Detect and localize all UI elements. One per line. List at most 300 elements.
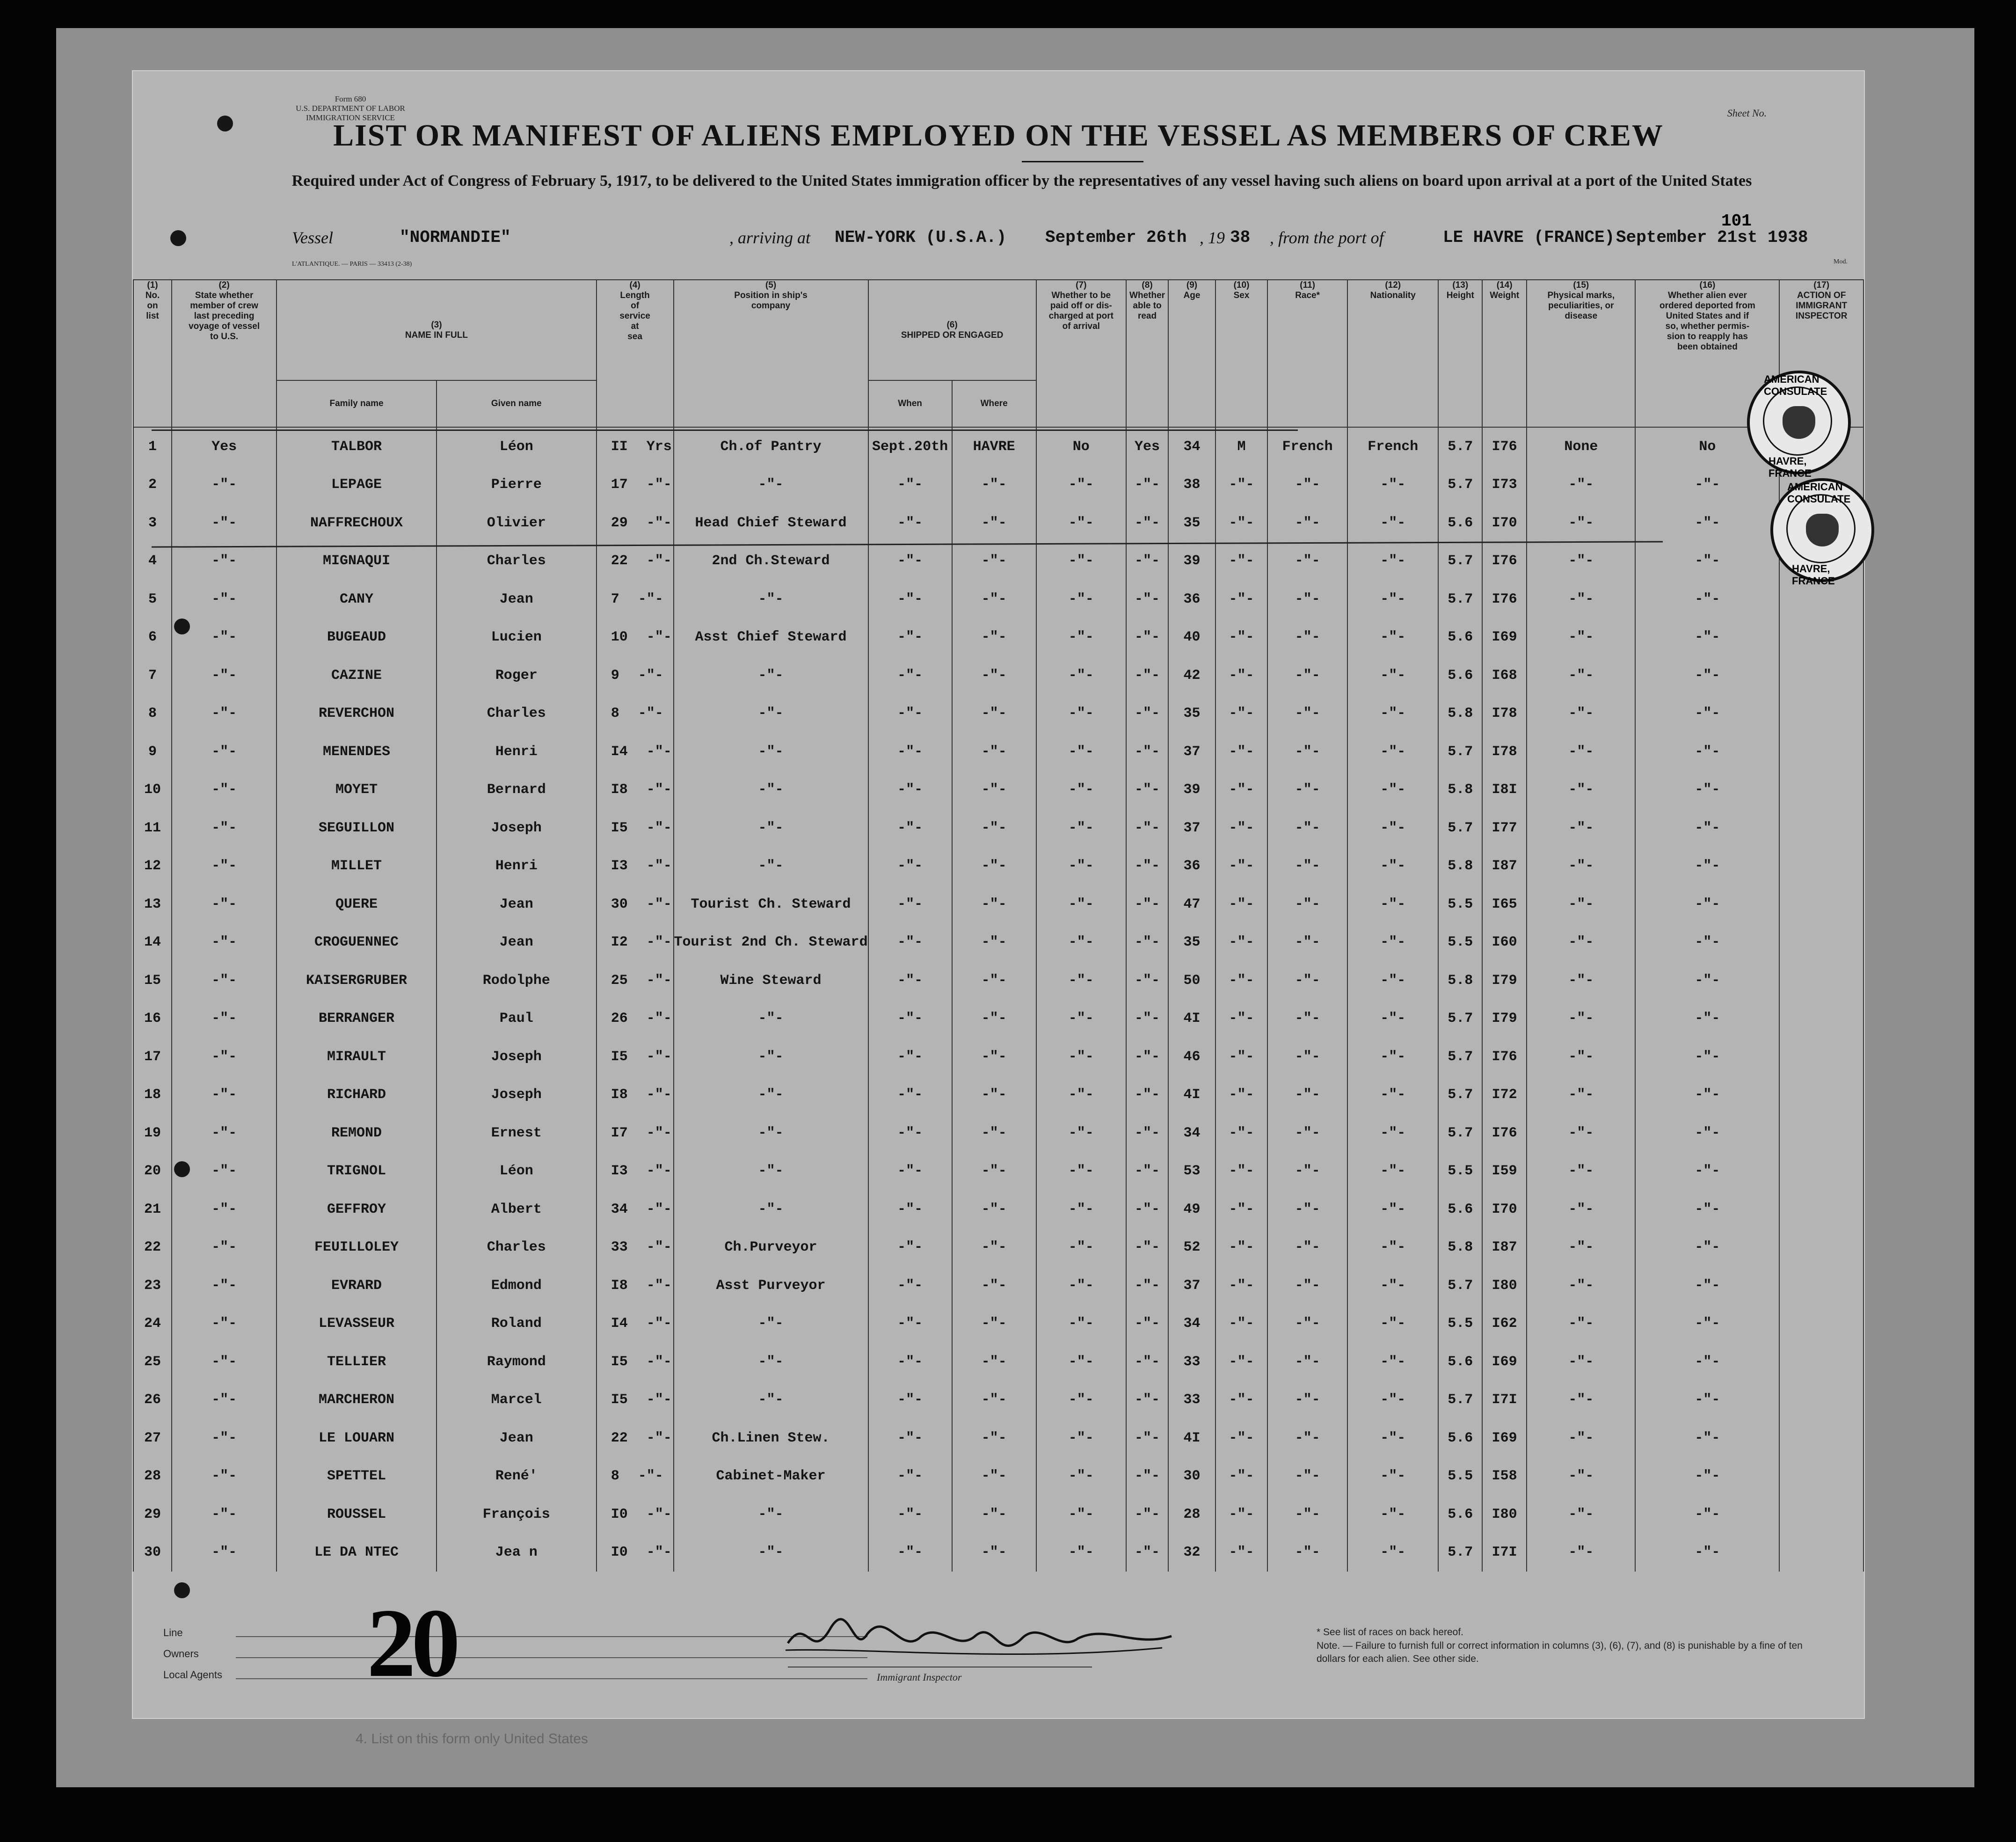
cell-age: 47	[1168, 885, 1215, 924]
cell-no: 29	[133, 1495, 172, 1534]
cell-race: -"-	[1267, 466, 1347, 504]
cell-weight: I80	[1482, 1267, 1527, 1305]
cell-race: -"-	[1267, 733, 1347, 771]
cell-no: 18	[133, 1076, 172, 1114]
cell-member: -"-	[172, 1457, 277, 1496]
cell-height: 5.7	[1438, 733, 1482, 771]
cell-deported: -"-	[1635, 542, 1779, 581]
cell-sex: -"-	[1215, 1457, 1267, 1496]
cell-height: 5.7	[1438, 466, 1482, 504]
cell-nat: -"-	[1347, 695, 1438, 733]
cell-where: -"-	[952, 1381, 1036, 1420]
col-where: Where	[952, 380, 1036, 427]
cell-race: -"-	[1267, 809, 1347, 847]
cell-read: -"-	[1126, 542, 1168, 581]
mod-label: Mod.	[1834, 258, 1848, 265]
cell-action	[1779, 733, 1863, 771]
table-row	[133, 1534, 1863, 1572]
cell-paid: -"-	[1036, 885, 1126, 924]
cell-weight: I8I	[1482, 771, 1527, 809]
cell-when: -"-	[868, 542, 952, 581]
cell-weight: I70	[1482, 1190, 1527, 1229]
cell-race: -"-	[1267, 1190, 1347, 1229]
cell-marks: -"-	[1527, 1343, 1635, 1381]
cell-race: -"-	[1267, 1343, 1347, 1381]
cell-read: -"-	[1126, 1457, 1168, 1496]
cell-action	[1779, 1229, 1863, 1267]
cell-action	[1779, 924, 1863, 962]
cell-when: -"-	[868, 1000, 952, 1038]
cell-given: Jean	[437, 924, 597, 962]
cell-weight: I79	[1482, 1000, 1527, 1038]
cell-sex: -"-	[1215, 847, 1267, 886]
cell-read: -"-	[1126, 1419, 1168, 1457]
cell-given: Pierre	[437, 466, 597, 504]
cell-given: Léon	[437, 427, 597, 466]
cell-where: -"-	[952, 695, 1036, 733]
cell-sex: -"-	[1215, 580, 1267, 619]
cell-no: 17	[133, 1038, 172, 1076]
cell-where: -"-	[952, 1534, 1036, 1572]
cell-deported: -"-	[1635, 1152, 1779, 1191]
cell-position: Wine Steward	[674, 961, 868, 1000]
cell-height: 5.6	[1438, 1419, 1482, 1457]
cell-age: 53	[1168, 1152, 1215, 1191]
department: U.S. DEPARTMENT OF LABOR	[296, 104, 405, 113]
table-row	[133, 733, 1863, 771]
cell-nat: -"-	[1347, 1076, 1438, 1114]
cell-family: RICHARD	[277, 1076, 437, 1114]
year: 38	[1230, 228, 1251, 247]
cell-deported: -"-	[1635, 1457, 1779, 1496]
cell-age: 40	[1168, 619, 1215, 657]
cell-action	[1779, 1114, 1863, 1152]
cell-nat: -"-	[1347, 771, 1438, 809]
cell-weight: I87	[1482, 1229, 1527, 1267]
cell-where: -"-	[952, 1114, 1036, 1152]
cell-paid: -"-	[1036, 733, 1126, 771]
cell-position: -"-	[674, 1076, 868, 1114]
cell-weight: I78	[1482, 733, 1527, 771]
cell-height: 5.7	[1438, 1534, 1482, 1572]
cell-when: -"-	[868, 733, 952, 771]
cell-given: Léon	[437, 1152, 597, 1191]
cell-member: -"-	[172, 1343, 277, 1381]
cell-member: -"-	[172, 1419, 277, 1457]
cell-weight: I79	[1482, 961, 1527, 1000]
cell-deported: -"-	[1635, 847, 1779, 886]
cell-weight: I72	[1482, 1076, 1527, 1114]
cell-race: -"-	[1267, 580, 1347, 619]
cell-height: 5.8	[1438, 847, 1482, 886]
cell-given: Jean	[437, 885, 597, 924]
table-row	[133, 1267, 1863, 1305]
cell-action	[1779, 619, 1863, 657]
cell-height: 5.7	[1438, 427, 1482, 466]
cell-sex: -"-	[1215, 619, 1267, 657]
cell-deported: -"-	[1635, 1534, 1779, 1572]
cell-paid: -"-	[1036, 847, 1126, 886]
cell-member: -"-	[172, 504, 277, 542]
cell-height: 5.5	[1438, 1457, 1482, 1496]
cell-paid: -"-	[1036, 1152, 1126, 1191]
cell-no: 10	[133, 771, 172, 809]
cell-when: -"-	[868, 1152, 952, 1191]
cell-family: SEGUILLON	[277, 809, 437, 847]
cell-member: -"-	[172, 1114, 277, 1152]
cell-paid: -"-	[1036, 466, 1126, 504]
cell-where: -"-	[952, 1152, 1036, 1191]
cell-nat: -"-	[1347, 1305, 1438, 1343]
cell-paid: -"-	[1036, 656, 1126, 695]
cell-race: -"-	[1267, 1038, 1347, 1076]
cell-no: 4	[133, 542, 172, 581]
cell-service: I8 -"-	[597, 771, 674, 809]
cell-nat: French	[1347, 427, 1438, 466]
cell-marks: -"-	[1527, 885, 1635, 924]
cell-where: -"-	[952, 771, 1036, 809]
cell-paid: -"-	[1036, 1229, 1126, 1267]
table-row	[133, 1305, 1863, 1343]
cell-height: 5.8	[1438, 695, 1482, 733]
cell-nat: -"-	[1347, 924, 1438, 962]
cell-service: 22 -"-	[597, 542, 674, 581]
cell-family: BUGEAUD	[277, 619, 437, 657]
cell-position: -"-	[674, 466, 868, 504]
cell-deported: -"-	[1635, 924, 1779, 962]
cell-marks: -"-	[1527, 619, 1635, 657]
cell-weight: I87	[1482, 847, 1527, 886]
cell-age: 46	[1168, 1038, 1215, 1076]
cell-when: -"-	[868, 695, 952, 733]
cell-when: -"-	[868, 847, 952, 886]
cell-read: -"-	[1126, 656, 1168, 695]
cell-where: -"-	[952, 504, 1036, 542]
cell-age: 33	[1168, 1381, 1215, 1420]
cell-race: -"-	[1267, 1419, 1347, 1457]
cell-member: -"-	[172, 1229, 277, 1267]
cell-nat: -"-	[1347, 961, 1438, 1000]
cell-race: -"-	[1267, 1381, 1347, 1420]
cell-given: Jean	[437, 1419, 597, 1457]
cell-position: Asst Purveyor	[674, 1267, 868, 1305]
fine-note	[1317, 1639, 1831, 1666]
races-note: * See list of races on back hereof.	[1317, 1627, 1464, 1638]
cell-paid: -"-	[1036, 1343, 1126, 1381]
cell-family: EVRARD	[277, 1267, 437, 1305]
cell-nat: -"-	[1347, 542, 1438, 581]
cell-position: -"-	[674, 1305, 868, 1343]
eagle-seal-icon	[1783, 406, 1815, 439]
table-row	[133, 961, 1863, 1000]
cell-no: 20	[133, 1152, 172, 1191]
cell-height: 5.7	[1438, 1114, 1482, 1152]
cell-paid: -"-	[1036, 809, 1126, 847]
cell-given: Henri	[437, 733, 597, 771]
inspector-label: Immigrant Inspector	[877, 1671, 962, 1683]
col-name: (3) NAME IN FULL	[277, 280, 597, 380]
cell-marks: -"-	[1527, 580, 1635, 619]
cell-service: I4 -"-	[597, 1305, 674, 1343]
cell-sex: -"-	[1215, 542, 1267, 581]
col-member: (2) State whether member of crew last preceding voyage of vessel to U.S.	[172, 280, 277, 427]
cell-race: -"-	[1267, 619, 1347, 657]
cell-read: -"-	[1126, 733, 1168, 771]
cell-read: -"-	[1126, 924, 1168, 962]
cell-when: -"-	[868, 656, 952, 695]
cell-given: Bernard	[437, 771, 597, 809]
col-family-name: Family name	[277, 380, 437, 427]
cell-where: -"-	[952, 733, 1036, 771]
cell-given: François	[437, 1495, 597, 1534]
cell-service: 25 -"-	[597, 961, 674, 1000]
cell-member: -"-	[172, 619, 277, 657]
cell-member: -"-	[172, 885, 277, 924]
cell-sex: -"-	[1215, 466, 1267, 504]
cell-service: 33 -"-	[597, 1229, 674, 1267]
cell-service: I0 -"-	[597, 1495, 674, 1534]
table-row	[133, 1229, 1863, 1267]
cell-position: Tourist 2nd Ch. Steward	[674, 924, 868, 962]
cell-service: I5 -"-	[597, 1381, 674, 1420]
cell-age: 34	[1168, 1114, 1215, 1152]
cell-marks: -"-	[1527, 695, 1635, 733]
cell-read: -"-	[1126, 961, 1168, 1000]
cell-paid: -"-	[1036, 1267, 1126, 1305]
cell-member: Yes	[172, 427, 277, 466]
cell-age: 35	[1168, 504, 1215, 542]
from-port-label: , from the port of	[1270, 228, 1384, 247]
cell-when: -"-	[868, 961, 952, 1000]
cell-sex: -"-	[1215, 733, 1267, 771]
cell-age: 39	[1168, 542, 1215, 581]
table-row	[133, 1114, 1863, 1152]
cell-when: -"-	[868, 1229, 952, 1267]
cell-race: -"-	[1267, 924, 1347, 962]
cell-family: QUERE	[277, 885, 437, 924]
cell-paid: -"-	[1036, 1419, 1126, 1457]
cell-no: 8	[133, 695, 172, 733]
cell-race: -"-	[1267, 1495, 1347, 1534]
cell-read: -"-	[1126, 1305, 1168, 1343]
cell-deported: -"-	[1635, 1495, 1779, 1534]
table-row	[133, 695, 1863, 733]
cell-weight: I78	[1482, 695, 1527, 733]
cell-height: 5.7	[1438, 1038, 1482, 1076]
cell-where: -"-	[952, 466, 1036, 504]
cell-where: -"-	[952, 1000, 1036, 1038]
divider	[236, 1678, 867, 1679]
cell-age: 50	[1168, 961, 1215, 1000]
cell-height: 5.7	[1438, 1000, 1482, 1038]
cell-given: Jean	[437, 580, 597, 619]
cell-marks: -"-	[1527, 1000, 1635, 1038]
cell-sex: -"-	[1215, 1190, 1267, 1229]
cell-position: -"-	[674, 1495, 868, 1534]
col-race: (11) Race*	[1267, 280, 1347, 427]
table-row	[133, 427, 1863, 466]
col-when: When	[868, 380, 952, 427]
cell-marks: -"-	[1527, 1534, 1635, 1572]
cell-position: Ch.Purveyor	[674, 1229, 868, 1267]
cell-member: -"-	[172, 771, 277, 809]
cell-given: Roger	[437, 656, 597, 695]
cell-weight: I65	[1482, 885, 1527, 924]
cell-paid: -"-	[1036, 924, 1126, 962]
cell-family: REMOND	[277, 1114, 437, 1152]
cell-family: CROGUENNEC	[277, 924, 437, 962]
table-row	[133, 1038, 1863, 1076]
cell-marks: -"-	[1527, 733, 1635, 771]
table-row	[133, 1495, 1863, 1534]
cell-when: -"-	[868, 1534, 952, 1572]
cell-member: -"-	[172, 1381, 277, 1420]
vessel-label: Vessel	[292, 228, 333, 247]
cell-nat: -"-	[1347, 656, 1438, 695]
cell-where: -"-	[952, 580, 1036, 619]
cell-position: -"-	[674, 1190, 868, 1229]
cell-when: -"-	[868, 580, 952, 619]
cell-weight: I58	[1482, 1457, 1527, 1496]
cell-nat: -"-	[1347, 885, 1438, 924]
cell-no: 22	[133, 1229, 172, 1267]
cell-action	[1779, 1190, 1863, 1229]
table-row	[133, 1152, 1863, 1191]
col-position: (5) Position in ship's company	[674, 280, 868, 427]
cell-position: -"-	[674, 809, 868, 847]
cell-member: -"-	[172, 466, 277, 504]
cell-action	[1779, 1076, 1863, 1114]
cell-weight: I80	[1482, 1495, 1527, 1534]
cell-action	[1779, 1152, 1863, 1191]
table-row	[133, 1000, 1863, 1038]
cell-when: -"-	[868, 466, 952, 504]
strike-line-row-1	[152, 430, 1298, 431]
cell-given: Charles	[437, 695, 597, 733]
inspector-signature	[779, 1610, 1181, 1671]
cell-given: Olivier	[437, 504, 597, 542]
cell-position: -"-	[674, 695, 868, 733]
arrival-port: NEW-YORK (U.S.A.)	[835, 228, 1007, 247]
cell-deported: -"-	[1635, 771, 1779, 809]
cell-service: 17 -"-	[597, 466, 674, 504]
cell-family: MILLET	[277, 847, 437, 886]
cell-family: REVERCHON	[277, 695, 437, 733]
col-sex: (10) Sex	[1215, 280, 1267, 427]
col-service: (4) Length of service at sea	[597, 280, 674, 427]
col-nationality: (12) Nationality	[1347, 280, 1438, 427]
cell-paid: -"-	[1036, 1495, 1126, 1534]
cell-position: -"-	[674, 1114, 868, 1152]
cell-race: -"-	[1267, 1114, 1347, 1152]
cell-sex: -"-	[1215, 1114, 1267, 1152]
cell-action	[1779, 1343, 1863, 1381]
cell-service: 7 -"-	[597, 580, 674, 619]
cell-where: -"-	[952, 1267, 1036, 1305]
cell-family: SPETTEL	[277, 1457, 437, 1496]
cell-no: 13	[133, 885, 172, 924]
cell-age: 49	[1168, 1190, 1215, 1229]
cell-service: 9 -"-	[597, 656, 674, 695]
cell-given: Joseph	[437, 809, 597, 847]
col-inspector-action: (17) ACTION OF IMMIGRANT INSPECTOR	[1779, 280, 1863, 427]
cell-race: -"-	[1267, 542, 1347, 581]
cell-paid: -"-	[1036, 1114, 1126, 1152]
table-row	[133, 504, 1863, 542]
cell-action	[1779, 656, 1863, 695]
cell-sex: -"-	[1215, 1419, 1267, 1457]
cell-service: I2 -"-	[597, 924, 674, 962]
cell-read: -"-	[1126, 619, 1168, 657]
cell-family: CANY	[277, 580, 437, 619]
cell-deported: -"-	[1635, 1000, 1779, 1038]
cell-service: 34 -"-	[597, 1190, 674, 1229]
table-row	[133, 1381, 1863, 1420]
cell-position: -"-	[674, 733, 868, 771]
cell-family: GEFFROY	[277, 1190, 437, 1229]
cell-marks: -"-	[1527, 771, 1635, 809]
cell-given: Raymond	[437, 1343, 597, 1381]
cell-deported: -"-	[1635, 1419, 1779, 1457]
cell-no: 7	[133, 656, 172, 695]
cell-height: 5.8	[1438, 1229, 1482, 1267]
cell-race: -"-	[1267, 961, 1347, 1000]
cell-where: HAVRE	[952, 427, 1036, 466]
cell-where: -"-	[952, 619, 1036, 657]
cell-marks: -"-	[1527, 1267, 1635, 1305]
cell-given: Joseph	[437, 1076, 597, 1114]
cell-nat: -"-	[1347, 1343, 1438, 1381]
cell-height: 5.7	[1438, 809, 1482, 847]
cell-marks: -"-	[1527, 1495, 1635, 1534]
table-row	[133, 809, 1863, 847]
cell-where: -"-	[952, 1229, 1036, 1267]
cell-weight: I76	[1482, 1114, 1527, 1152]
cell-marks: -"-	[1527, 1114, 1635, 1152]
cell-weight: I59	[1482, 1152, 1527, 1191]
cell-nat: -"-	[1347, 504, 1438, 542]
cell-action	[1779, 1419, 1863, 1457]
divider	[236, 1636, 867, 1637]
cell-family: TALBOR	[277, 427, 437, 466]
cell-deported: -"-	[1635, 1229, 1779, 1267]
cell-weight: I69	[1482, 1419, 1527, 1457]
cell-height: 5.5	[1438, 1305, 1482, 1343]
col-given-name: Given name	[437, 380, 597, 427]
cell-age: 28	[1168, 1495, 1215, 1534]
cell-action	[1779, 1038, 1863, 1076]
cell-service: I3 -"-	[597, 1152, 674, 1191]
cell-weight: I76	[1482, 427, 1527, 466]
cell-read: -"-	[1126, 1114, 1168, 1152]
cell-nat: -"-	[1347, 1457, 1438, 1496]
cell-no: 16	[133, 1000, 172, 1038]
cell-service: I4 -"-	[597, 733, 674, 771]
cell-weight: I69	[1482, 619, 1527, 657]
col-list-no: (1) No. on list	[133, 280, 172, 427]
cell-deported: -"-	[1635, 1114, 1779, 1152]
cell-where: -"-	[952, 809, 1036, 847]
cell-position: -"-	[674, 1152, 868, 1191]
cell-service: 10 -"-	[597, 619, 674, 657]
cell-service: I5 -"-	[597, 1343, 674, 1381]
cell-member: -"-	[172, 924, 277, 962]
vessel-name: "NORMANDIE"	[400, 228, 511, 247]
col-height: (13) Height	[1438, 280, 1482, 427]
cell-nat: -"-	[1347, 847, 1438, 886]
cell-marks: -"-	[1527, 466, 1635, 504]
cell-service: 26 -"-	[597, 1000, 674, 1038]
